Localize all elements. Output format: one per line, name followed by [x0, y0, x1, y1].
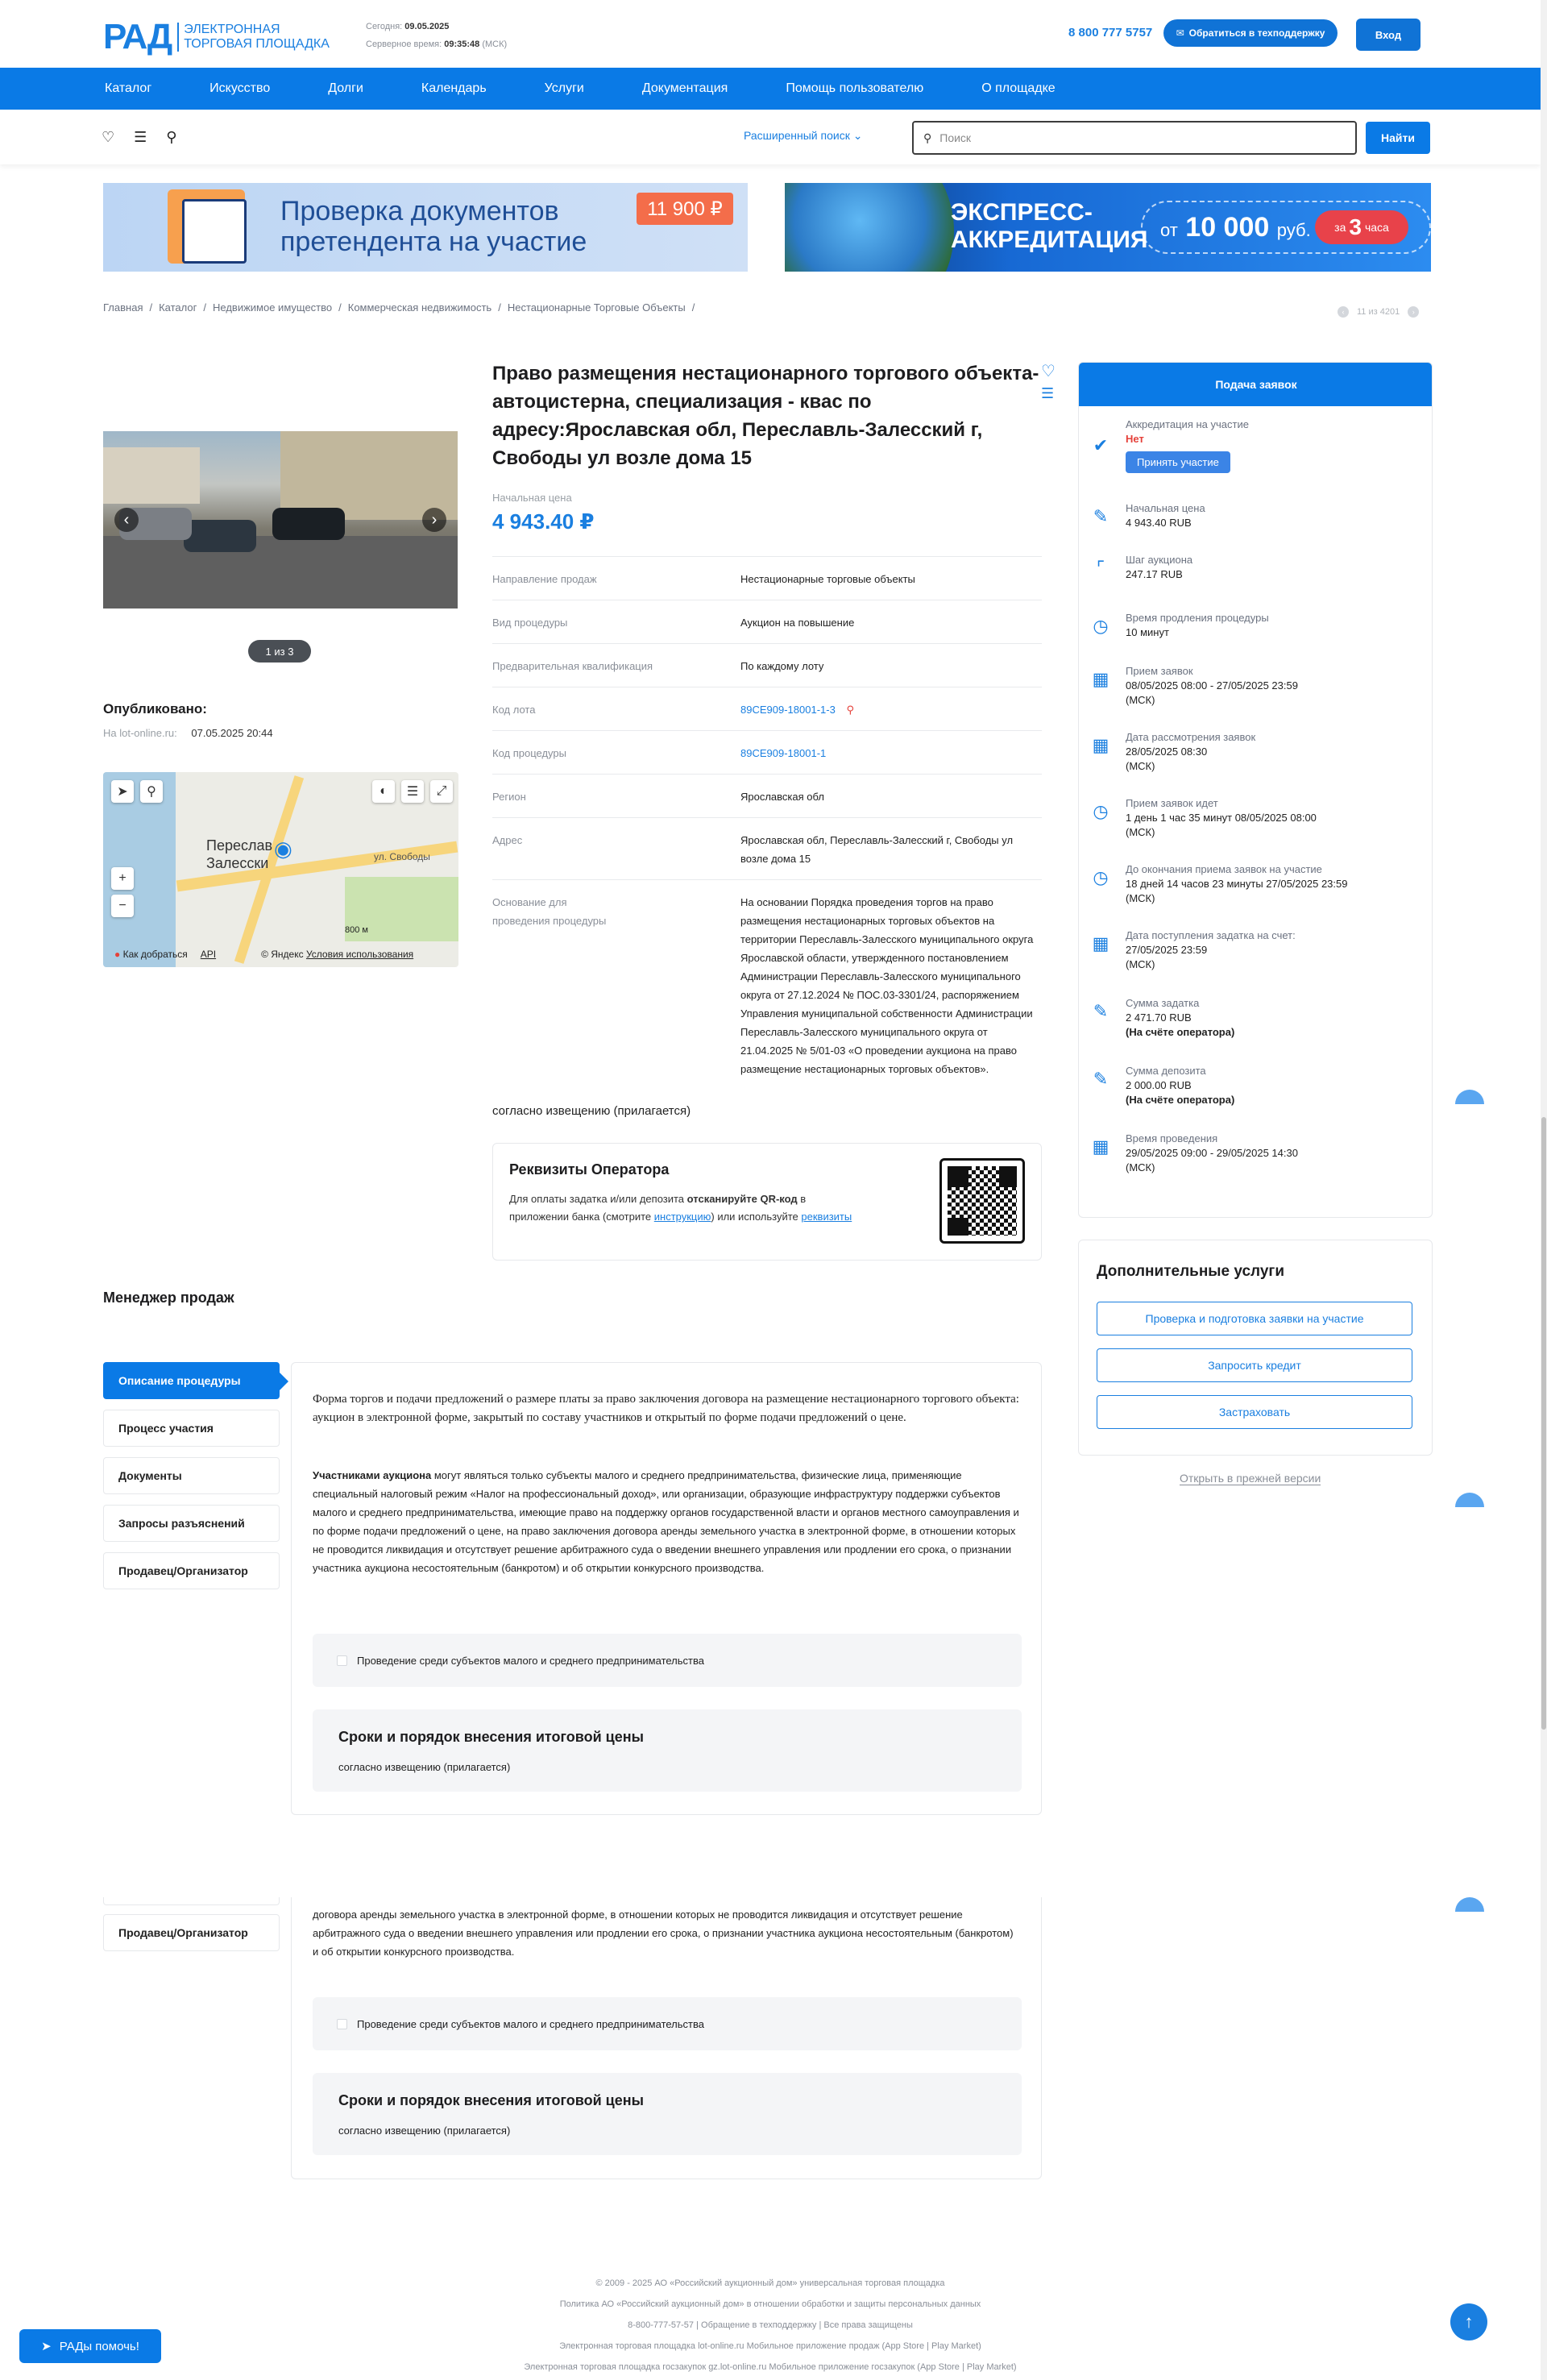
telegram-icon: ➤: [41, 2340, 52, 2353]
map-pin-icon: ◉: [274, 837, 292, 861]
property-value: На основании Порядка проведения торгов на право размещения нестационарных торговых объектов на территории Переславль-Залесского муниципального округа Ярославской области, утвержденного постановлением Администрации Переславль-Залесского муниципального округа от 27.12.2024 № ПОС.03-3301/24, распоряжением Управления муниципальной собственности Администрации Переславль-Залесского муниципального округа от 21.04.2025 № 5/01-03 «О проведении аукциона на право размещение нестационарных торговых объектов».: [740, 896, 1034, 1075]
final-price-text: согласно извещению (прилагается): [338, 2125, 511, 2137]
sidebar-row-label: Дата рассмотрения заявок: [1126, 731, 1256, 743]
start-price-value: 4 943.40 ₽: [492, 509, 595, 534]
sidebar-row-value: 28/05/2025 08:30: [1126, 746, 1208, 758]
operator-requisites-card: [492, 1143, 1042, 1261]
photo-road: [103, 536, 458, 608]
lot-title: Право размещения нестационарного торгового объекта-автоцистерна, специализация - квас по адресу:Ярославская обл, Переславль-Залесский г, Свободы ул возле дома 15: [492, 363, 1039, 469]
sidebar-row: [1090, 862, 1421, 906]
deposit-icon: ✎: [1093, 1001, 1109, 1021]
tab-seller[interactable]: Продавец/Организатор: [103, 1552, 280, 1589]
sidebar-row-label: Шаг аукциона: [1126, 554, 1193, 566]
calendar-icon: ▦: [1092, 669, 1109, 689]
banner-express-accreditation[interactable]: [785, 183, 1431, 272]
sidebar-row-value: 18 дней 14 часов 23 минуты 27/05/2025 23:59: [1126, 878, 1348, 890]
calendar-icon: ▦: [1092, 1136, 1109, 1157]
lot-code-text[interactable]: 89CE909-18001-1-3: [740, 704, 836, 716]
logo-text-line-1: ЭЛЕКТРОННАЯ: [184, 23, 280, 36]
heart-icon[interactable]: ♡: [102, 129, 115, 145]
tab-seller[interactable]: Продавец/Организатор: [103, 1914, 280, 1951]
help-chat-button[interactable]: [19, 2329, 161, 2363]
map-copyright: [261, 949, 413, 960]
site-logo[interactable]: [103, 19, 330, 55]
footer-line[interactable]: Политика АО «Российский аукционный дом» в отношении обработки и защиты персональных данных: [559, 2299, 981, 2309]
check-circle-icon: ✔: [1093, 435, 1109, 455]
lot-pager: [1338, 306, 1419, 318]
logo-mark: РАД: [103, 17, 172, 56]
map-api-link[interactable]: API: [200, 949, 217, 960]
old-version-link[interactable]: Открыть в прежней версии: [1180, 1472, 1321, 1485]
breadcrumb-item[interactable]: Недвижимое имущество: [213, 301, 333, 314]
footer-line: © 2009 - 2025 АО «Российский аукционный дом» универсальная торговая площадка: [595, 2278, 945, 2288]
location-map[interactable]: [103, 772, 458, 967]
document-sheet-icon: [182, 199, 247, 264]
sidebar-row-label: Прием заявок идет: [1126, 797, 1218, 809]
server-time-label: Серверное время:: [366, 39, 442, 49]
property-row: [492, 556, 1042, 600]
participants-paragraph: [313, 1466, 1022, 1577]
sme-checkbox-row: [313, 1997, 1022, 2050]
floating-widget-icon[interactable]: [1455, 1090, 1484, 1104]
calendar-icon: ▦: [1092, 933, 1109, 953]
map-city-label: [206, 837, 272, 872]
extended-search-label: Расширенный поиск: [744, 129, 850, 142]
breadcrumb-item[interactable]: Главная: [103, 301, 143, 314]
requisites-text-3: в приложении банка (смотрите: [509, 1193, 807, 1223]
clock-icon: ◷: [1093, 867, 1109, 887]
description-paragraph: Форма торгов и подачи предложений о размере платы за право заключения договора на размещение нестационарного торгового объекта: аукцион в электронной форме, закрытый по составу участников и открытый по форме подачи предложений о цене.: [313, 1393, 1019, 1424]
lot-photo[interactable]: [103, 431, 458, 608]
breadcrumb-item[interactable]: Нестационарные Торговые Объекты: [507, 301, 686, 314]
breadcrumb-separator: /: [149, 301, 153, 314]
published-value: 07.05.2025 20:44: [191, 727, 273, 739]
prev-lot-icon[interactable]: ‹: [1338, 306, 1349, 318]
fullscreen-icon[interactable]: ⤢: [430, 780, 453, 803]
tab-description[interactable]: Описание процедуры: [103, 1362, 280, 1399]
banner-left-title-1: Проверка документов: [280, 196, 559, 226]
next-lot-icon[interactable]: ›: [1408, 306, 1419, 318]
phone-link[interactable]: 8 800 777 5757: [1068, 26, 1153, 39]
property-row: [492, 730, 1042, 774]
today-label: Сегодня:: [366, 22, 403, 31]
sidebar-row-label: Прием заявок: [1126, 665, 1193, 677]
floating-widget-icon[interactable]: [1455, 1897, 1484, 1912]
main-nav: [0, 68, 1541, 110]
nav-item-docs[interactable]: Документация: [641, 81, 728, 95]
breadcrumb-item[interactable]: Каталог: [159, 301, 197, 314]
map-terms-link[interactable]: Условия использования: [305, 949, 414, 960]
requisites-text-bold: отсканируйте QR-код: [686, 1193, 798, 1205]
published-row: [103, 727, 273, 739]
gallery-prev-icon[interactable]: ‹: [114, 508, 139, 532]
requisites-text-5: ) или используйте: [711, 1211, 802, 1223]
sidebar-row-label: Сумма задатка: [1126, 997, 1200, 1009]
final-price-terms: [313, 2073, 1022, 2155]
sidebar-row-label: Сумма депозита: [1126, 1065, 1206, 1077]
map-city-line-2: Залесски: [206, 855, 269, 871]
zoom-in-icon[interactable]: +: [111, 867, 134, 890]
search-icon: ⚲: [923, 131, 932, 144]
banner-right-hours-unit: часа: [1364, 221, 1389, 234]
map-scale: 800 м: [345, 925, 368, 935]
footer-line[interactable]: Электронная торговая площадка lot-online.ru Мобильное приложение продаж (App Store | Play Market): [559, 2341, 981, 2351]
route-pin-icon: ●: [114, 949, 121, 960]
final-price-heading: Сроки и порядок внесения итоговой цены: [338, 1729, 644, 1745]
sidebar-row: [1090, 501, 1421, 530]
sidebar-row-value: 4 943.40 RUB: [1126, 517, 1192, 529]
nav-item-catalog[interactable]: Каталог: [105, 81, 152, 95]
geolocate-icon[interactable]: ➤: [111, 780, 134, 803]
traffic-icon[interactable]: ◐: [372, 780, 395, 803]
sidebar-row-value: 247.17 RUB: [1126, 568, 1183, 580]
property-value: Ярославская обл: [740, 791, 824, 803]
tab-clarifications[interactable]: Запросы разъяснений: [103, 1505, 280, 1542]
sidebar-row: [1090, 730, 1421, 774]
footer-line[interactable]: Электронная торговая площадка госзакупок gz.lot-online.ru Мобильное приложение госзакупок (App Store | Play Market): [524, 2362, 1017, 2372]
banner-right-title: [951, 199, 1147, 254]
map-layers-icon[interactable]: ☰: [401, 780, 424, 803]
sidebar-row: [1090, 611, 1421, 640]
route-link[interactable]: [114, 949, 188, 960]
lot-code-value[interactable]: [740, 700, 1042, 719]
nav-item-services[interactable]: Услуги: [544, 81, 584, 95]
applications-panel: [1078, 362, 1433, 1218]
zoom-icon[interactable]: ⚲: [166, 129, 177, 145]
sidebar-row-label: Время продления процедуры: [1126, 612, 1269, 624]
clock-icon: ◷: [1093, 616, 1109, 636]
sidebar-row-note: (МСК): [1126, 1161, 1155, 1173]
award-icon: ⚲: [846, 704, 854, 716]
sidebar-row: [1090, 928, 1421, 972]
property-value: Нестационарные торговые объекты: [740, 573, 915, 585]
sidebar-row: [1090, 996, 1421, 1040]
banner-right-amount-value: 10 000: [1185, 212, 1270, 243]
banner-right-amount: [1160, 212, 1311, 243]
notice-text: согласно извещению (прилагается): [492, 1104, 691, 1118]
step-icon: ⌜: [1096, 558, 1105, 578]
sidebar-row: [1090, 1064, 1421, 1107]
sidebar-row-note: (На счёте оператора): [1126, 1094, 1235, 1106]
map-footer: [103, 941, 458, 967]
scrollbar-thumb[interactable]: [1541, 1117, 1546, 1730]
sidebar-row-note: (МСК): [1126, 826, 1155, 838]
calendar-icon: ▦: [1092, 735, 1109, 755]
logo-text-line-2: ТОРГОВАЯ ПЛОЩАДКА: [184, 37, 330, 51]
property-key: Предварительная квалификация: [492, 660, 653, 672]
sidebar-row-label: Время проведения: [1126, 1132, 1218, 1144]
today-value: 09.05.2025: [404, 22, 450, 31]
applications-heading: Подача заявок: [1079, 363, 1433, 406]
sidebar-row-note: (На счёте оператора): [1126, 1026, 1235, 1038]
tab-clarifications-fragment: [103, 1897, 280, 1905]
sme-checkbox-row: [313, 1634, 1022, 1687]
participants-text: могут являться только субъекты малого и среднего предпринимательства, физические лица, применяющие специальный налоговый режим «Налог на профессиональный доход», или организации, образующие инфраструктуру поддержки субъектов малого и среднего предпринимательства, имеющие право на поддержку органов государственной власти и органов местного самоуправления и по форме подачи предложений о цене, на право заключения договора аренды земельного участка в электронной форме, в отношении которых не проводится ликвидация и отсутствует решение арбитражного суда о введении внешнего управления или продлении его срока, о признании участника аукциона несостоятельным (банкротом) и об открытии конкурсного производства.: [313, 1469, 1019, 1574]
sme-checkbox-label: Проведение среди субъектов малого и среднего предпринимательства: [357, 1654, 704, 1667]
sidebar-row-label: До окончания приема заявок на участие: [1126, 863, 1322, 875]
qr-code-icon[interactable]: [946, 1165, 1018, 1237]
property-key: Адрес: [492, 834, 523, 846]
insure-button[interactable]: Застраховать: [1097, 1395, 1412, 1429]
participants-bold: Участниками аукциона: [313, 1469, 432, 1481]
layers-icon[interactable]: ☰: [134, 129, 147, 145]
check-application-button[interactable]: Проверка и подготовка заявки на участие: [1097, 1302, 1412, 1335]
participants-paragraph-fragment: договора аренды земельного участка в электронной форме, в отношении которых не проводится ликвидация и отсутствует решение арбитражного суда о введении внешнего управления или продлении его срока, о признании участника аукциона несостоятельным (банкротом) и об открытии конкурсного производства.: [313, 1909, 1014, 1958]
map-copyright-text: © Яндекс: [261, 949, 304, 960]
map-search-icon[interactable]: ⚲: [140, 780, 163, 803]
site-footer: [0, 2273, 1541, 2378]
additional-services-panel: [1078, 1240, 1433, 1456]
start-price-label: Начальная цена: [492, 492, 572, 504]
search-placeholder: Поиск: [939, 131, 972, 144]
property-row: [492, 687, 1042, 730]
banner-right-from: от: [1160, 220, 1178, 240]
support-button[interactable]: [1163, 19, 1338, 47]
lot-pager-text: 11 из 4201: [1357, 307, 1400, 317]
property-key: Направление продаж: [492, 573, 597, 585]
server-tz: (МСК): [482, 39, 508, 49]
lot-properties: [492, 556, 1042, 1090]
sme-checkbox[interactable]: [337, 1655, 347, 1666]
instruction-link[interactable]: инструкцию: [653, 1211, 711, 1223]
final-price-text: согласно извещению (прилагается): [338, 1761, 511, 1773]
server-time-box: [366, 18, 507, 53]
property-key: Регион: [492, 791, 526, 803]
chevron-down-icon: ⌄: [852, 129, 863, 142]
description-card: [291, 1897, 1042, 2179]
nav-item-debts[interactable]: Долги: [328, 81, 363, 95]
sidebar-row-value: 10 минут: [1126, 626, 1169, 638]
banner-right-hours-num: 3: [1349, 214, 1362, 239]
scroll-to-top-icon[interactable]: ↑: [1450, 2303, 1487, 2341]
banner-document-check[interactable]: [103, 183, 748, 272]
requisites-link[interactable]: реквизиты: [801, 1211, 852, 1223]
photo-car: [272, 508, 345, 540]
description-card: [291, 1362, 1042, 1815]
photo-building-left: [103, 447, 200, 504]
login-button[interactable]: Вход: [1356, 19, 1421, 51]
sidebar-row-label: Дата поступления задатка на счет:: [1126, 929, 1296, 941]
map-street-label: ул. Свободы: [374, 851, 430, 862]
sidebar-row-label: Начальная цена: [1126, 502, 1205, 514]
sidebar-row-value: 29/05/2025 09:00 - 29/05/2025 14:30: [1126, 1147, 1298, 1159]
property-key: Основание для проведения процедуры: [492, 896, 607, 927]
earth-image: [785, 183, 954, 272]
gallery-counter: 1 из 3: [248, 640, 311, 662]
accreditation-row: [1090, 417, 1421, 473]
final-price-heading: Сроки и порядок внесения итоговой цены: [338, 2092, 644, 2108]
breadcrumb-item[interactable]: Коммерческая недвижимость: [347, 301, 492, 314]
final-price-terms: [313, 1709, 1022, 1792]
request-credit-button[interactable]: Запросить кредит: [1097, 1348, 1412, 1382]
footer-line[interactable]: 8-800-777-57-57 | Обращение в техподдержку | Все права защищены: [628, 2320, 913, 2330]
sidebar-row-note: (МСК): [1126, 958, 1155, 970]
property-key: Код процедуры: [492, 747, 566, 759]
clock-icon: ◷: [1093, 801, 1109, 821]
sidebar-row: [1090, 796, 1421, 840]
server-time-value: 09:35:48: [444, 39, 480, 49]
banner-document-check-title: [280, 196, 587, 257]
logo-text: [177, 23, 330, 52]
zoom-out-icon[interactable]: −: [111, 895, 134, 917]
floating-widget-icon[interactable]: [1455, 1493, 1484, 1507]
procedure-tabs: [103, 1362, 280, 1600]
property-row: [492, 643, 1042, 687]
property-row: [492, 879, 1042, 1090]
breadcrumb-separator: /: [203, 301, 206, 314]
property-row: [492, 774, 1042, 817]
sidebar-row-value: 2 471.70 RUB: [1126, 1011, 1192, 1024]
banner-left-price: 11 900 ₽: [637, 193, 733, 225]
nav-item-calendar[interactable]: Календарь: [421, 81, 487, 95]
procedure-code-link[interactable]: 89CE909-18001-1: [740, 747, 827, 759]
sidebar-row-value: 1 день 1 час 35 минут 08/05/2025 08:00: [1126, 812, 1317, 824]
search-input[interactable]: [912, 121, 1357, 155]
sidebar-row-note: (МСК): [1126, 760, 1155, 772]
extended-search-link[interactable]: [744, 129, 862, 143]
nav-item-art[interactable]: Искусство: [209, 81, 271, 95]
breadcrumb: [103, 301, 695, 314]
photo-car: [184, 520, 256, 552]
property-value: Аукцион на повышение: [740, 617, 855, 629]
price-icon: ✎: [1093, 506, 1109, 526]
sidebar-row: [1090, 664, 1421, 708]
banner-right-title-2: АККРЕДИТАЦИЯ: [951, 226, 1148, 253]
published-label: На lot-online.ru:: [103, 727, 177, 739]
requisites-heading: Реквизиты Оператора: [509, 1161, 670, 1178]
additional-services-heading: Дополнительные услуги: [1097, 1263, 1285, 1280]
property-key: Вид процедуры: [492, 617, 568, 629]
compare-layers-icon[interactable]: ☰: [1041, 385, 1055, 401]
sidebar-row-value: 27/05/2025 23:59: [1126, 944, 1208, 956]
property-value: Ярославская обл, Переславль-Залесский г, Свободы ул возле дома 15: [740, 834, 1014, 865]
sidebar-row: [1090, 1132, 1421, 1175]
property-key: Код лота: [492, 704, 536, 716]
requisites-text: [509, 1190, 864, 1226]
sidebar-row-note: (МСК): [1126, 694, 1155, 706]
banner-left-title-2: претендента на участие: [280, 226, 587, 257]
banner-right-in: за: [1334, 221, 1346, 234]
breadcrumb-separator: /: [691, 301, 695, 314]
sales-manager-heading: Менеджер продаж: [103, 1290, 234, 1306]
nav-item-about[interactable]: О площадке: [981, 81, 1056, 95]
sme-checkbox[interactable]: [337, 2019, 347, 2029]
search-button[interactable]: Найти: [1366, 122, 1430, 154]
accept-participation-button[interactable]: Принять участие: [1126, 451, 1230, 473]
help-chat-label: РАДы помочь!: [59, 2339, 139, 2353]
sidebar-row: [1090, 553, 1421, 582]
route-label: Как добраться: [122, 949, 188, 960]
banner-right-currency: руб.: [1276, 220, 1311, 240]
favorite-heart-icon[interactable]: ♡: [1041, 363, 1056, 380]
accreditation-value: Нет: [1126, 433, 1144, 445]
breadcrumb-separator: /: [338, 301, 342, 314]
sme-checkbox-label: Проведение среди субъектов малого и среднего предпринимательства: [357, 2017, 704, 2030]
property-row: [492, 600, 1042, 643]
support-button-label: Обратиться в техподдержку: [1188, 27, 1325, 39]
property-row: [492, 817, 1042, 879]
published-heading: Опубликовано:: [103, 701, 207, 716]
property-value: По каждому лоту: [740, 660, 824, 672]
sidebar-row-value: 2 000.00 RUB: [1126, 1079, 1192, 1091]
photo-building-right: [280, 431, 458, 520]
banner-right-title-1: ЭКСПРЕСС-: [951, 199, 1093, 226]
nav-item-help[interactable]: Помощь пользователю: [786, 81, 924, 95]
map-city-line-1: Переслав: [206, 837, 273, 854]
accreditation-label: Аккредитация на участие: [1126, 418, 1249, 430]
breadcrumb-separator: /: [498, 301, 501, 314]
chat-icon: ✉: [1176, 27, 1184, 39]
sidebar-row-note: (МСК): [1126, 892, 1155, 904]
requisites-text-1: Для оплаты задатка и/или депозита: [509, 1193, 687, 1205]
sidebar-row-value: 08/05/2025 08:00 - 27/05/2025 23:59: [1126, 679, 1298, 692]
deposit-icon: ✎: [1093, 1069, 1109, 1089]
tab-participation[interactable]: Процесс участия: [103, 1410, 280, 1447]
tab-documents[interactable]: Документы: [103, 1457, 280, 1494]
banner-right-hours: [1315, 210, 1408, 244]
quick-icons: [102, 129, 176, 146]
gallery-next-icon[interactable]: ›: [422, 508, 446, 532]
